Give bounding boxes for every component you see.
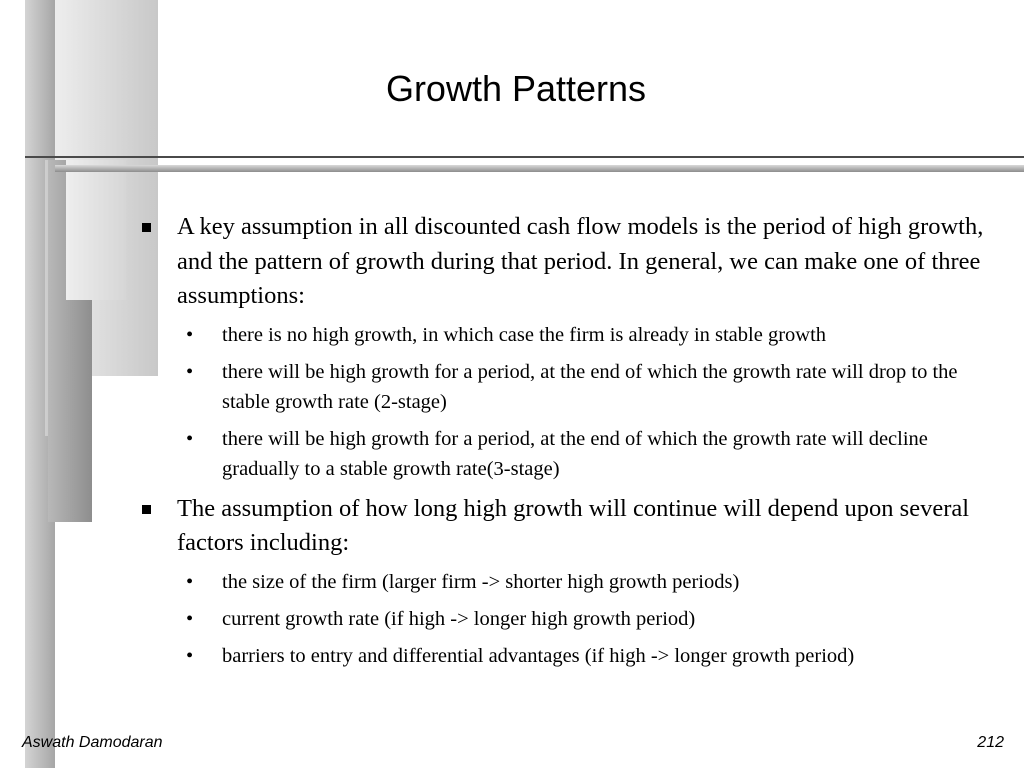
sub-bullet-text: there is no high growth, in which case the firm is already in stable growth bbox=[222, 323, 827, 346]
dot-bullet-icon: • bbox=[186, 644, 194, 667]
sub-bullet-item bbox=[140, 567, 990, 597]
sub-bullet-list bbox=[140, 567, 990, 671]
title-divider bbox=[25, 156, 1024, 158]
footer-author: Aswath Damodaran bbox=[22, 734, 163, 751]
square-bullet-icon bbox=[142, 505, 151, 514]
sub-bullet-text: barriers to entry and differential advantages (if high -> longer growth period) bbox=[222, 644, 855, 667]
dot-bullet-icon: • bbox=[186, 570, 194, 593]
sub-bullet-item bbox=[140, 641, 990, 671]
sub-bullet-text: the size of the firm (larger firm -> shorter high growth periods) bbox=[222, 570, 740, 593]
decor-block bbox=[66, 160, 126, 300]
sub-bullet-list bbox=[140, 320, 990, 484]
bullet-text: A key assumption in all discounted cash flow models is the period of high growth, and the pattern of growth during that period. In general, we can make one of three assumptions: bbox=[177, 213, 984, 309]
sub-bullet-item bbox=[140, 424, 990, 484]
dot-bullet-icon: • bbox=[186, 360, 194, 383]
page-number: 212 bbox=[977, 734, 1004, 751]
dot-bullet-icon: • bbox=[186, 427, 194, 450]
bullet-item bbox=[140, 492, 990, 561]
sub-bullet-text: there will be high growth for a period, at the end of which the growth rate will decline gradually to a stable growth rate(3-stage) bbox=[222, 427, 928, 480]
slide-body bbox=[140, 210, 990, 679]
sub-bullet-item bbox=[140, 320, 990, 350]
square-bullet-icon bbox=[142, 223, 151, 232]
bullet-text: The assumption of how long high growth will continue will depend upon several factors including: bbox=[177, 494, 970, 556]
dot-bullet-icon: • bbox=[186, 607, 194, 630]
title-divider-shadow bbox=[55, 165, 1024, 172]
bullet-item bbox=[140, 210, 990, 314]
slide-title: Growth Patterns bbox=[385, 68, 647, 109]
sub-bullet-item bbox=[140, 604, 990, 634]
sub-bullet-text: there will be high growth for a period, at the end of which the growth rate will drop to the stable growth rate (2-stage) bbox=[222, 360, 958, 413]
sub-bullet-item bbox=[140, 357, 990, 417]
sub-bullet-text: current growth rate (if high -> longer high growth period) bbox=[222, 607, 696, 630]
dot-bullet-icon: • bbox=[186, 323, 194, 346]
